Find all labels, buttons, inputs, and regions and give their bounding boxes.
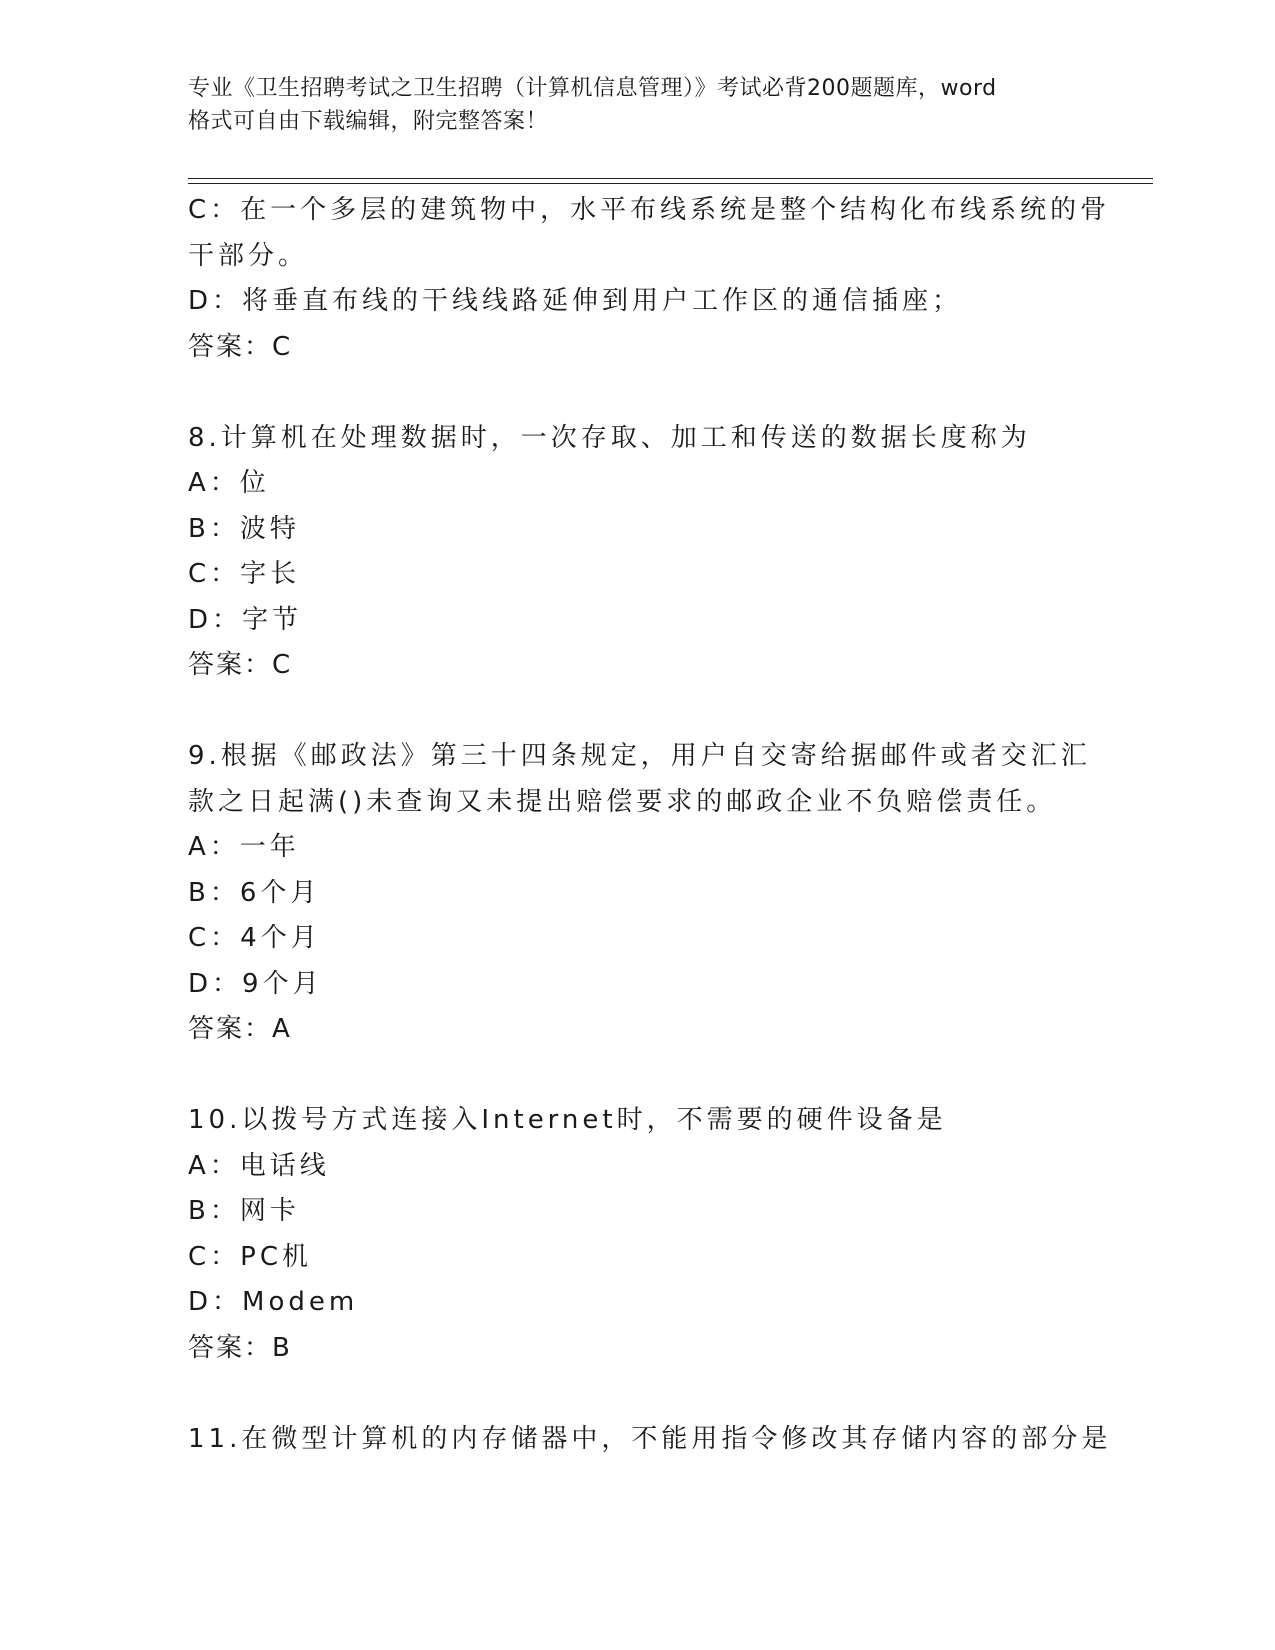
question-10 xyxy=(188,1098,1088,1371)
document-header xyxy=(188,72,1088,138)
q9-answer: 答案：A xyxy=(188,1014,292,1044)
q10-option-d: D：Modem xyxy=(188,1287,359,1317)
q9-option-b: B：6个月 xyxy=(188,877,321,908)
q10-option-a: A：电话线 xyxy=(188,1150,330,1181)
spacer xyxy=(188,1371,1088,1417)
q11-question: 11.在微型计算机的内存储器中，不能用指令修改其存储内容的部分是 xyxy=(188,1423,1112,1454)
q10-answer: 答案：B xyxy=(188,1332,292,1363)
q8-option-b: B：波特 xyxy=(188,513,300,544)
question-9 xyxy=(188,734,1091,1053)
header-rule-top xyxy=(188,178,1153,179)
q7-option-c-line1: C：在一个多层的建筑物中，水平布线系统是整个结构化布线系统的骨 xyxy=(188,195,1111,225)
header-line-1: 专业《卫生招聘考试之卫生招聘（计算机信息管理）》考试必背200题题库，word xyxy=(188,76,997,101)
q7-answer: 答案：C xyxy=(188,331,293,362)
q10-question: 10.以拨号方式连接入Internet时，不需要的硬件设备是 xyxy=(188,1105,947,1135)
header-line-2: 格式可自由下载编辑，附完整答案！ xyxy=(188,109,549,134)
spacer xyxy=(188,370,1088,416)
q9-question-line1: 9.根据《邮政法》第三十四条规定，用户自交寄给据邮件或者交汇汇 xyxy=(188,741,1091,771)
question-11 xyxy=(188,1417,1112,1463)
q8-question: 8.计算机在处理数据时，一次存取、加工和传送的数据长度称为 xyxy=(188,422,1031,453)
q8-answer: 答案：C xyxy=(188,650,293,680)
q8-option-c: C：字长 xyxy=(188,559,301,589)
q7-option-c-line2: 干部分。 xyxy=(188,240,309,271)
question-7-tail xyxy=(188,188,1111,370)
q9-option-a: A：一年 xyxy=(188,832,300,862)
q10-option-b: B：网卡 xyxy=(188,1196,300,1226)
q9-option-d: D：9个月 xyxy=(188,968,323,999)
q8-option-a: A：位 xyxy=(188,468,270,498)
question-8 xyxy=(188,416,1088,689)
q9-option-c: C：4个月 xyxy=(188,923,321,953)
q10-option-c: C：PC机 xyxy=(188,1241,312,1272)
spacer xyxy=(188,1053,1088,1099)
q8-option-d: D：字节 xyxy=(188,604,303,635)
q7-option-d: D：将垂直布线的干线线路延伸到用户工作区的通信插座； xyxy=(188,286,963,316)
spacer xyxy=(188,689,1088,735)
q9-question-line2: 款之日起满()未查询又未提出赔偿要求的邮政企业不负赔偿责任。 xyxy=(188,786,1057,817)
header-rule-bottom xyxy=(188,183,1153,184)
document-body xyxy=(188,188,1112,1462)
